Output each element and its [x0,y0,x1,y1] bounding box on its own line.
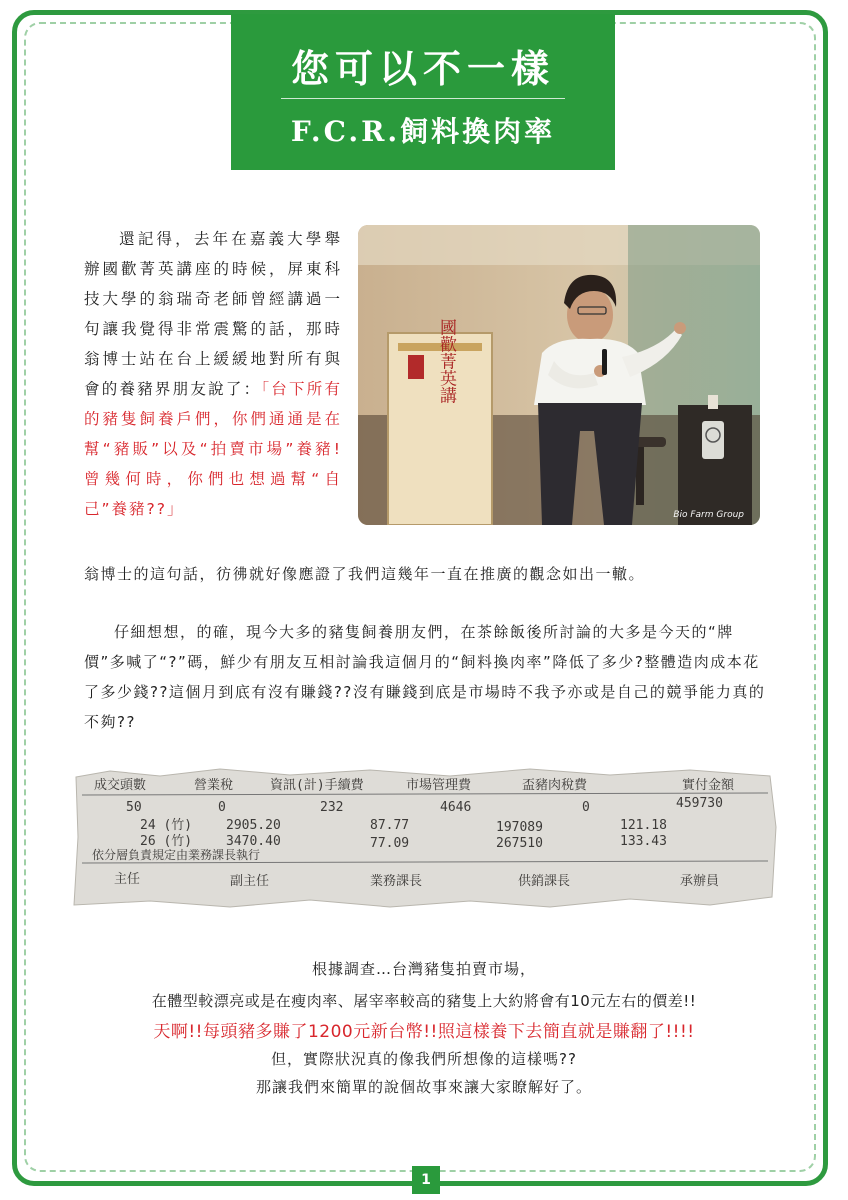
lecture-photo-illustration [358,225,760,525]
receipt-r1-c4: 4646 [440,800,472,815]
closing-line-2: 在體型較漂亮或是在瘦肉率、屠宰率較高的豬隻上大約將會有10元左右的價差!! [151,992,697,1010]
receipt-header-4: 市場管理費 [406,778,472,793]
receipt-signer-3: 業務課長 [370,874,423,889]
receipt-r3-c4: 267510 [496,836,543,851]
receipt-signer-5: 承辦員 [680,874,720,889]
receipt-r2-c1: 24 (竹) [140,818,193,833]
intro-text: 還記得，去年在嘉義大學舉辦國歡菁英講座的時候，屏東科技大學的翁瑞奇老師曾經講過一句讓我覺得非常震驚的話，那時翁博士站在台上緩緩地對所有與會的養豬界朋友說了： [84,230,342,398]
receipt-r3-c3: 77.09 [370,836,410,851]
banner-divider [281,98,565,99]
receipt-signer-1: 主任 [114,872,141,887]
receipt-header-2: 營業稅 [194,778,234,793]
lecture-photo [358,225,760,525]
receipt-r1-c2: 0 [218,800,226,815]
auction-receipt-illustration [70,767,780,909]
receipt-header-5: 盃豬肉稅費 [522,778,588,793]
page-subtitle: F.C.R.飼料換肉率 [290,115,556,148]
closing-line-5: 那讓我們來簡單的說個故事來讓大家瞭解好了。 [255,1078,592,1096]
closing-line-1: 根據調查…台灣豬隻拍賣市場， [311,960,536,978]
title-banner [231,14,615,170]
receipt-r2-c4: 197089 [496,820,543,835]
closing-line-3: 天啊!!每頭豬多賺了1200元新台幣!!照這樣養下去簡直就是賺翻了!!!! [153,1022,695,1042]
receipt-r1-c5: 0 [582,800,590,815]
intro-paragraph [84,224,342,524]
receipt-r2-c2: 2905.20 [226,818,281,833]
receipt-header-6: 實付金額 [682,778,735,793]
paragraph-1-text: 翁博士的這句話，彷彿就好像應證了我們這幾年一直在推廣的觀念如出一轍。 [84,565,646,583]
receipt-r3-c1: 26 (竹) [140,834,193,849]
receipt-r2-c3: 87.77 [370,818,410,833]
receipt-note: 依分層負責規定由業務課長執行 [92,848,261,862]
receipt-signer-4: 供銷課長 [518,874,571,889]
paragraph-2-text: 仔細想想，的確，現今大多的豬隻飼養朋友們，在茶餘飯後所討論的大多是今天的“牌價”多喊了“?”碼，鮮少有朋友互相討論我這個月的“飼料換肉率”降低了多少?整體造肉成本花了多少錢??這個月到底有沒有賺錢??沒有賺錢到底是市場時不我予亦或是自己的競爭能力真的不夠?? [84,623,766,731]
receipt-r1-c6: 459730 [676,796,723,811]
intro-quote: 「台下所有的豬隻飼養戶們，你們通通是在幫“豬販”以及“拍賣市場”養豬!曾幾何時，你們也想過幫“自己”養豬??」 [84,380,342,518]
photo-standee-banner: 國歡菁英講 [436,318,456,404]
photo-watermark: Bio Farm Group [673,510,744,520]
page-number: 1 [412,1166,440,1194]
receipt-header-3: 資訊(計)手續費 [270,778,364,793]
receipt-r3-c2: 3470.40 [226,834,281,849]
receipt-header-1: 成交頭數 [94,778,147,793]
receipt-r3-c5: 133.43 [620,834,667,849]
receipt-r1-c3: 232 [320,800,344,815]
auction-receipt-image [70,767,780,909]
receipt-r1-c1: 50 [126,800,142,815]
page-title: 您可以不一樣 [290,46,555,91]
receipt-r2-c5: 121.18 [620,818,667,833]
closing-line-4: 但，實際狀況真的像我們所想像的這樣嗎?? [271,1050,577,1068]
paragraph-2 [84,617,766,737]
paragraph-1 [84,559,766,589]
receipt-signer-2: 副主任 [230,874,270,889]
